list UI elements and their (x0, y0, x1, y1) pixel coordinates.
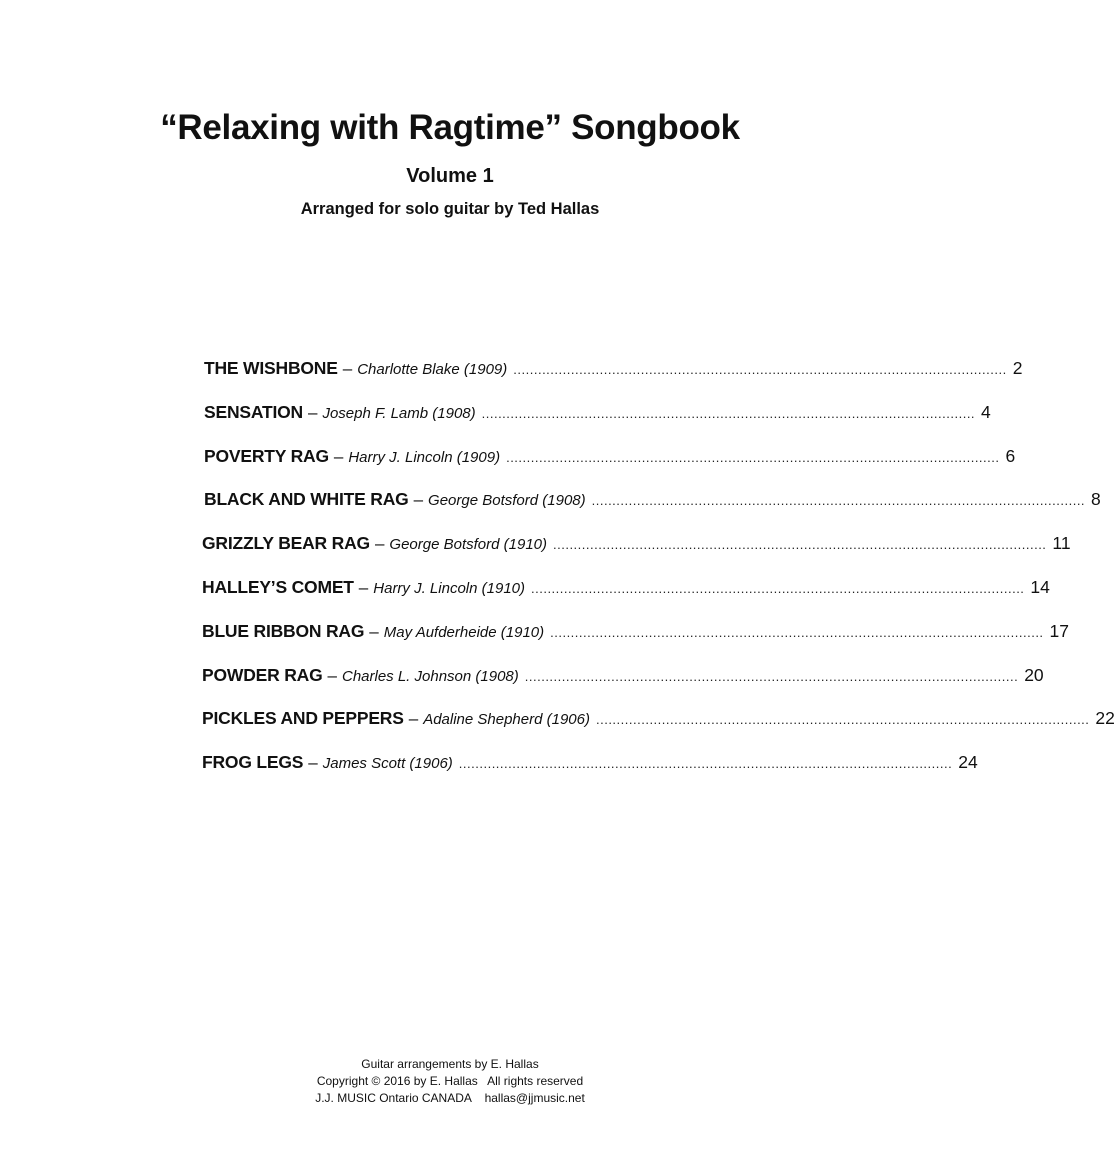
toc-entry (202, 752, 978, 778)
toc-entry (202, 533, 1071, 559)
toc-dash: – (358, 578, 369, 597)
toc-page-number: 20 (1024, 664, 1044, 685)
toc-dash: – (308, 402, 318, 422)
toc-dash: – (408, 709, 419, 729)
arranger-credit: Arranged for solo guitar by Ted Hallas (300, 200, 600, 218)
page-footer (0, 1056, 900, 1107)
toc-composer: James Scott (1906) (322, 755, 453, 773)
footer-arrangements-line: Guitar arrangements by E. Hallas (361, 1057, 539, 1071)
toc-song-title: BLUE RIBBON RAG (202, 620, 365, 641)
toc-leader-dots: ........................................................................................................................ (481, 405, 976, 421)
toc-dash: – (342, 359, 353, 378)
toc-page-number: 14 (1030, 577, 1050, 597)
toc-page-number: 11 (1052, 533, 1071, 554)
toc-song-title: SENSATION (204, 401, 303, 422)
toc-song-title: GRIZZLY BEAR RAG (202, 533, 370, 554)
toc-composer: George Botsford (1910) (389, 536, 547, 554)
toc-leader-dots: ........................................................................................................................ (591, 493, 1086, 509)
toc-dash: – (369, 621, 379, 641)
toc-song-title: PICKLES AND PEPPERS (202, 708, 404, 729)
toc-leader-dots: ........................................................................................................................ (595, 712, 1090, 728)
toc-entry (202, 577, 1050, 603)
toc-page-number: 4 (981, 401, 991, 422)
toc-composer: Charles L. Johnson (1908) (341, 667, 519, 685)
toc-page-number: 6 (1005, 445, 1016, 466)
toc-entry (204, 445, 1016, 472)
toc-dash: – (327, 665, 337, 685)
toc-entry (204, 401, 991, 428)
toc-composer: Harry J. Lincoln (1909) (348, 448, 501, 466)
page-title: “Relaxing with Ragtime” Songbook (160, 108, 740, 147)
toc-page-number: 22 (1095, 708, 1115, 729)
toc-composer: Joseph F. Lamb (1908) (322, 404, 476, 422)
toc-entry (202, 620, 1070, 647)
toc-leader-dots: ........................................................................................................................ (506, 449, 1000, 465)
toc-leader-dots: ........................................................................................................................ (531, 581, 1025, 596)
toc-entry (202, 708, 1115, 734)
toc-dash: – (333, 446, 344, 466)
toc-leader-dots: ........................................................................................................................ (458, 756, 953, 772)
toc-entry (204, 489, 1101, 515)
toc-page-number: 24 (958, 752, 978, 773)
toc-leader-dots: ........................................................................................................................ (513, 362, 1007, 377)
toc-dash: – (308, 753, 318, 773)
toc-entry (204, 358, 1023, 384)
toc-leader-dots: ........................................................................................................................ (550, 624, 1044, 640)
toc-page-number: 8 (1091, 489, 1101, 510)
toc-dash: – (374, 534, 385, 554)
footer-publisher-line: J.J. MUSIC Ontario CANADA hallas@jjmusic.net (315, 1091, 585, 1105)
toc-song-title: THE WISHBONE (204, 358, 338, 378)
footer-copyright-line: Copyright © 2016 by E. Hallas All rights reserved (316, 1074, 584, 1088)
toc-entry (202, 664, 1044, 691)
toc-song-title: HALLEY’S COMET (202, 577, 354, 597)
toc-leader-dots: ........................................................................................................................ (553, 537, 1047, 553)
toc-song-title: POWDER RAG (202, 664, 323, 685)
toc-composer: Adaline Shepherd (1906) (423, 711, 590, 729)
toc-song-title: FROG LEGS (202, 752, 304, 773)
volume-label: Volume 1 (406, 165, 494, 187)
toc-leader-dots: ........................................................................................................................ (524, 668, 1019, 684)
toc-song-title: POVERTY RAG (204, 445, 329, 466)
toc-song-title: BLACK AND WHITE RAG (204, 489, 409, 510)
toc-dash: – (413, 490, 424, 510)
toc-composer: Harry J. Lincoln (1910) (373, 580, 525, 597)
toc-composer: May Aufderheide (1910) (383, 623, 545, 641)
toc-page-number: 2 (1012, 358, 1023, 378)
toc-composer: Charlotte Blake (1909) (357, 361, 508, 378)
toc-page-number: 17 (1049, 620, 1070, 641)
toc-composer: George Botsford (1908) (428, 492, 586, 510)
